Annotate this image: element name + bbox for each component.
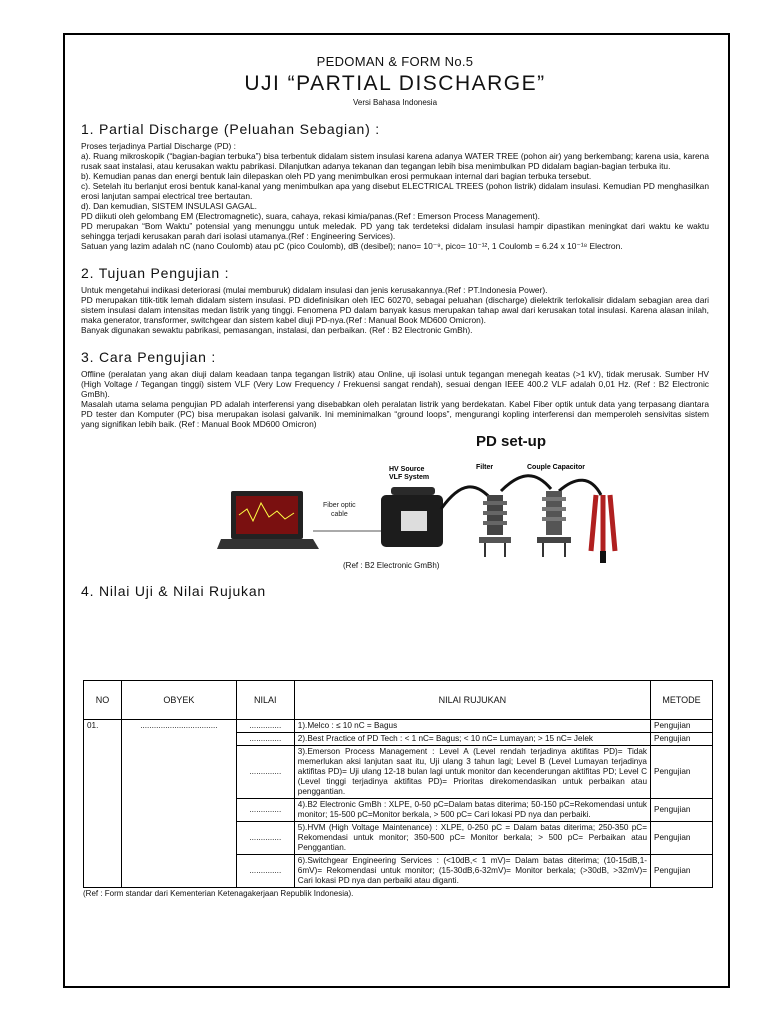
form-number: PEDOMAN & FORM No.5 bbox=[316, 54, 474, 69]
section-1-heading: 1. Partial Discharge (Peluahan Sebagian) : bbox=[81, 121, 380, 137]
fiber-label: Fiber optic cable bbox=[323, 502, 356, 518]
paragraph: PD diikuti oleh gelombang EM (Electromagnetic), suara, cahaya, rekasi kimia/panas.(Ref : Emerson Process Management). bbox=[81, 211, 540, 221]
section-2-heading: 2. Tujuan Pengujian : bbox=[81, 265, 230, 281]
table-footnote: (Ref : Form standar dari Kementerian Ketenagakerjaan Republik Indonesia). bbox=[83, 889, 354, 898]
header-no: NO bbox=[84, 681, 122, 720]
rujukan-cell: 3).Emerson Process Management : Level A (Level rendah terjadinya aktifitas PD)= Tidak memerlukan aksi lanjutan saat itu, Uji ulang 3 tahun lagi; Level B (Level Lumayan terjadinya aktifitas PD)= Uji ulang 12-18 bulan lagi untuk monitor dan kecenderungan aktifitas PD; Level C (Level tinggi terjadinya aktifitas PD)= Prioritas direkomendasikan untuk perbaikan atau penggantian. bbox=[294, 746, 650, 799]
rujukan-cell: 1).Melco : ≤ 10 nC = Bagus bbox=[294, 720, 650, 733]
table-row bbox=[84, 720, 713, 733]
section-3-heading: 3. Cara Pengujian : bbox=[81, 349, 217, 365]
laptop-icon bbox=[217, 491, 319, 549]
header-metode: METODE bbox=[651, 681, 713, 720]
nilai-field[interactable]: .............. bbox=[236, 822, 294, 855]
pd-setup-illustration bbox=[81, 451, 709, 577]
header-obyek: OBYEK bbox=[121, 681, 236, 720]
paragraph: b). Kemudian panas dan energi bentuk lain dilepaskan oleh PD yang menimbulkan erosi permukaan internal dari bagian terbuka tersebut. bbox=[81, 171, 592, 181]
nilai-field[interactable]: .............. bbox=[236, 746, 294, 799]
filter-icon bbox=[479, 495, 511, 557]
figure-title: PD set-up bbox=[476, 433, 547, 450]
paragraph: Masalah utama selama pengujian PD adalah interferensi yang disebabkan oleh peralatan listrik yang berdekatan. Kabel Fiber optik untuk data yang terpasang diantara PD tester dan Komputer (PC) bisa merupakan isolasi galvanik. Ini meminimalkan “ground loops”, mengurangi kopling interferensi dan memperoleh sensivitas sistem yang signifikan lebih baik. (Ref : Manual Book MD600 Omicron) bbox=[81, 399, 709, 429]
version-label: Versi Bahasa Indonesia bbox=[352, 98, 438, 107]
section-4-heading: 4. Nilai Uji & Nilai Rujukan bbox=[81, 583, 267, 599]
row-number: 01. bbox=[84, 720, 122, 888]
paragraph: Untuk mengetahui indikasi deteriorasi (mulai memburuk) didalam insulasi dan jenis kerusakannya.(Ref : PT.Indonesia Power). bbox=[81, 285, 548, 295]
paragraph: a). Ruang mikroskopik (“bagian-bagian terbuka”) bisa terbentuk didalam sistem insulasi karena adanya WATER TREE (pohon air) yang berkembang; karena usia, karena rusak saat instalasi, atau kerusakan waktu pabrikasi. Dilanjutkan adanya tekanan dan tegangan lebih bisa menimbulkan PD didalam bagian-bagian terbuka itu. bbox=[81, 151, 709, 171]
hv-source-icon bbox=[381, 487, 443, 547]
paragraph: Offline (peralatan yang akan diuji dalam keadaan tanpa tegangan listrik) atau Online, uji isolasi untuk tegangan menegah keatas (>1 kV), tidak merusak. Sumber HV (High Voltage / Tegangan tinggi) sistem VLF (Very Low Frequency / Frekuensi sangat rendah), sesuai dengan IEEE 400.2 VLF adalah 0,01 Hz. (Ref : B2 Electronic GmBh). bbox=[81, 369, 709, 399]
filter-label: Filter bbox=[476, 464, 494, 471]
paragraph: PD merupakan “Bom Waktu” potensial yang menunggu untuk meledak. PD yang tak terdeteksi didalam insulasi hampir dipastikan meningkat dari waktu ke waktu sehingga terjadi kerusakan parah dari isolasi utamanya.(Ref : Engineering Services). bbox=[81, 221, 709, 241]
figure-reference: (Ref : B2 Electronic GmBh) bbox=[343, 561, 440, 570]
metode-cell: Pengujian bbox=[651, 720, 713, 733]
reference-table-wrap bbox=[83, 680, 713, 898]
metode-cell: Pengujian bbox=[651, 733, 713, 746]
nilai-field[interactable]: .............. bbox=[236, 855, 294, 888]
pd-setup-figure bbox=[81, 433, 709, 573]
metode-cell: Pengujian bbox=[651, 855, 713, 888]
capacitor-label: Couple Capacitor bbox=[527, 464, 585, 471]
metode-cell: Pengujian bbox=[651, 746, 713, 799]
paragraph: Proses terjadinya Partial Discharge (PD) : bbox=[81, 141, 236, 151]
paragraph: PD merupakan titik-titik lemah didalam sistem insulasi. PD didefinisikan oleh IEC 60270, sebagai peluahan (discharge) dielektrik terlokalisir didalam sebagian area dari sistem insulasi dalam intensitas medan listrik yang tinggi. Fenomena PD dalam banyak kasus merupakan tahap awal dari kerusakan total insulasi. Karena alasan inilah, maka generator, transformer, switchgear dan sistem kabel diuji PD-nya.(Ref : Manual Book MD600 Omicron). bbox=[81, 295, 709, 325]
paragraph: Banyak digunakan sewaktu pabrikasi, pemasangan, instalasi, dan perbaikan. (Ref : B2 Electronic GmBh). bbox=[81, 325, 473, 335]
hv-label: HV Source bbox=[389, 466, 425, 473]
rujukan-cell: 5).HVM (High Voltage Maintenance) : XLPE, 0-250 pC = Dalam batas diterima; 250-350 pC= Rekomendasi untuk monitor; 350-500 pC= Monitor berkala; > 500 pC= Perbaikan atau Penggantian. bbox=[294, 822, 650, 855]
rujukan-cell: 4).B2 Electronic GmBh : XLPE, 0-50 pC=Dalam batas diterima; 50-150 pC=Rekomendasi untuk monitor; 15-500 pC=Monitor berkala, > 500 pC= Cari lokasi PD nya dan perbaiki. bbox=[294, 799, 650, 822]
nilai-field[interactable]: .............. bbox=[236, 799, 294, 822]
paragraph: d). Dan kemudian, SISTEM INSULASI GAGAL. bbox=[81, 201, 257, 211]
nilai-field[interactable]: .............. bbox=[236, 720, 294, 733]
reference-table bbox=[83, 680, 713, 888]
metode-cell: Pengujian bbox=[651, 822, 713, 855]
metode-cell: Pengujian bbox=[651, 799, 713, 822]
obyek-field[interactable]: .................................. bbox=[121, 720, 236, 888]
nilai-field[interactable]: .............. bbox=[236, 733, 294, 746]
paragraph: Satuan yang lazim adalah nC (nano Coulomb) atau pC (pico Coulomb), dB (desibel); nano= 10⁻⁹, pico= 10⁻¹², 1 Coulomb = 6.24 x 10⁻¹⁸ Electron. bbox=[81, 241, 623, 251]
header-nilai: NILAI bbox=[236, 681, 294, 720]
paragraph: c). Setelah itu berlanjut erosi bentuk kanal-kanal yang menimbulkan apa yang disebut ELECTRICAL TREES (pohon listrik) didalam insulasi. Kemudian PD menghasilkan erosi lanjutan sampai electrical tree bertautan. bbox=[81, 181, 709, 201]
rujukan-cell: 2).Best Practice of PD Tech : < 1 nC= Bagus; < 10 nC= Lumayan; > 15 nC= Jelek bbox=[294, 733, 650, 746]
table-header-row bbox=[84, 681, 713, 720]
page-title: UJI “PARTIAL DISCHARGE” bbox=[244, 72, 546, 95]
vlf-label: VLF System bbox=[389, 474, 430, 481]
cable-termination-icon bbox=[591, 495, 615, 563]
document-body bbox=[81, 40, 709, 603]
rujukan-cell: 6).Switchgear Engineering Services : (<10dB,< 1 mV)= Dalam batas diterima; (10-15dB,1-6mV)= Rekomendasi untuk monitor; (15-30dB,6-32mV)= Monitor berkala; (>30dB, >32mV)= Cari lokasi PD nya dan perbaiki atau diganti. bbox=[294, 855, 650, 888]
capacitor-icon bbox=[537, 491, 571, 557]
header-rujukan: NILAI RUJUKAN bbox=[294, 681, 650, 720]
